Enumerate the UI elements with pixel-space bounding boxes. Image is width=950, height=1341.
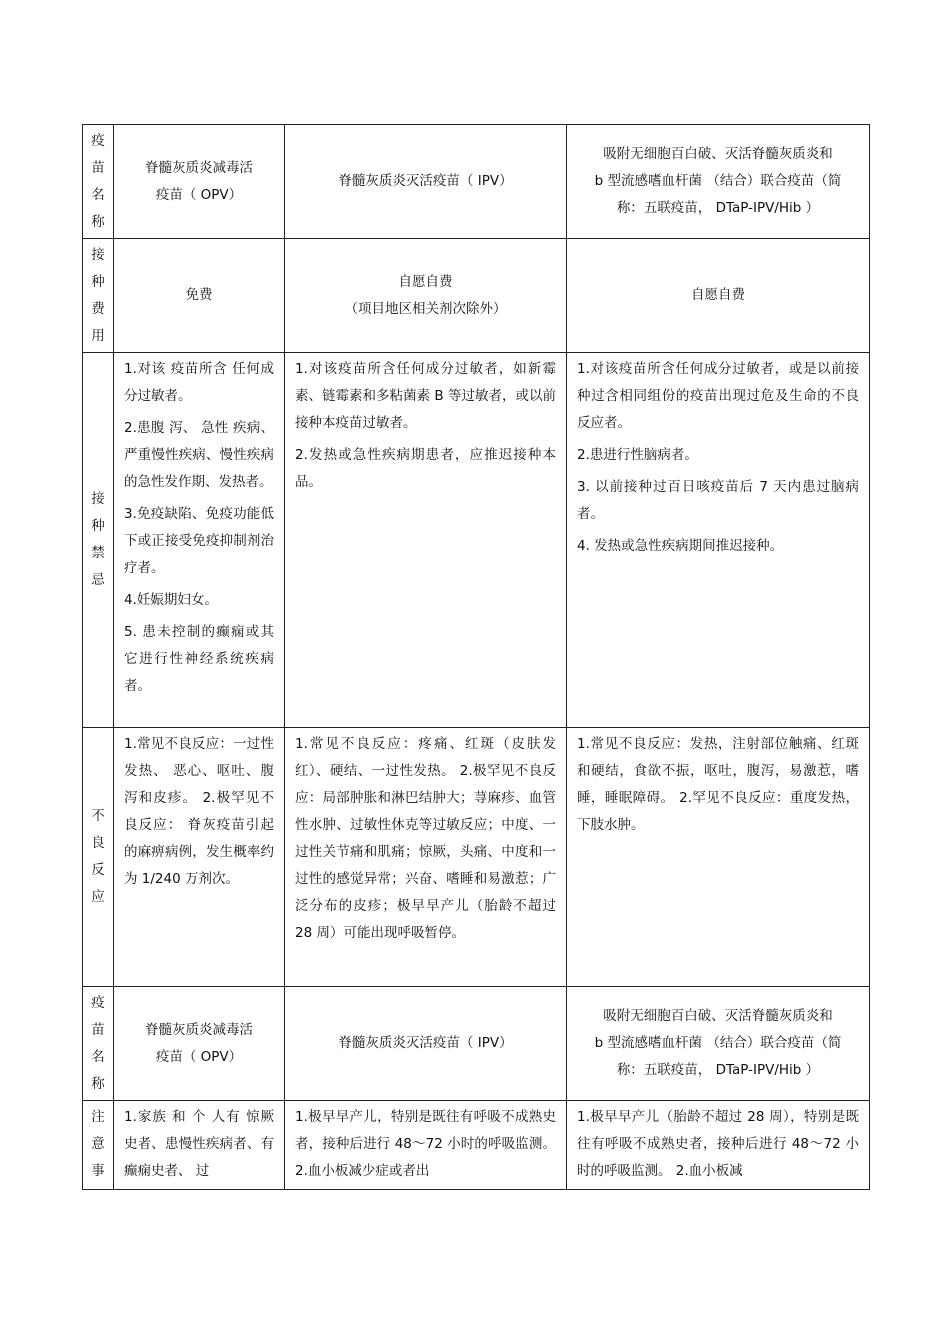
dtap-fee: 自愿自费	[691, 287, 745, 303]
dtap-adverse-text: 1.常见不良反应：发热，注射部位触痛、红斑和硬结，食欲不振，呕吐，腹泻，易激惹，嗜睡，睡眠障碍。 2.罕见不良反应：重度发热，下肢水肿。	[577, 736, 859, 833]
ipv-precautions-text: 1.极早早产儿，特别是既往有呼吸不成熟史者，接种后进行 48～72 小时的呼吸监测。 2.血小板减少症或者出	[295, 1109, 556, 1179]
opv-contra-item: 2.患腹 泻、 急性 疾病、严重慢性疾病、慢性疾病的急性发作期、发热者。	[124, 420, 274, 490]
opv-adverse-cell	[114, 728, 285, 987]
vaccine-comparison-table	[82, 124, 870, 1190]
contraindications-row	[83, 353, 870, 728]
opv-name-line1: 脊髓灰质炎减毒活	[145, 159, 253, 176]
dtap-fee-cell	[567, 239, 870, 353]
opv-adverse-text: 1.常见不良反应：一过性发热、 恶心、呕吐、腹泻和皮疹。 2.极罕见不良反应： 脊灰疫苗引起的麻痹病例，发生概率约为 1/240 万剂次。	[124, 736, 274, 887]
dtap-contra-item: 1.对该疫苗所含任何成分过敏者，或是以前接种过含相同组份的疫苗出现过危及生命的不良反应者。	[577, 361, 859, 431]
opv-name-line1: 脊髓灰质炎减毒活	[145, 1021, 253, 1038]
dtap-name-line1: 吸附无细胞百白破、灭活脊髓灰质炎和	[603, 146, 833, 162]
precautions-row	[83, 1101, 870, 1190]
vaccine-name-row-repeat	[83, 987, 870, 1101]
dtap-contraindications-cell	[567, 353, 870, 728]
dtap-name-line2: b 型流感嗜血杆菌 （结合）联合疫苗（简	[594, 1035, 842, 1051]
dtap-precautions-cell	[567, 1101, 870, 1190]
opv-name-line2: 疫苗（ OPV）	[155, 186, 243, 203]
dtap-name-line2: b 型流感嗜血杆菌 （结合）联合疫苗（简	[594, 173, 842, 189]
opv-fee-cell	[114, 239, 285, 353]
dtap-contra-item: 4. 发热或急性疾病期间推迟接种。	[577, 538, 784, 554]
row-header-vaccine-name-repeat: 疫苗名称	[83, 987, 114, 1101]
opv-fee: 免费	[185, 287, 213, 303]
dtap-contra-item: 3. 以前接种过百日咳疫苗后 7 天内患过脑病者。	[577, 479, 859, 522]
ipv-contra-item: 2.发热或急性疾病期患者，应推迟接种本品。	[295, 447, 556, 490]
ipv-precautions-cell	[285, 1101, 567, 1190]
opv-name-line2: 疫苗（ OPV）	[155, 1048, 243, 1065]
opv-precautions-text: 1.家族 和 个 人有 惊厥史者、患慢性疾病者、有癫痫史者、 过	[124, 1109, 274, 1179]
dtap-name-cell	[567, 125, 870, 239]
row-header-contraindications: 接种禁忌	[83, 353, 114, 728]
ipv-name-cell-repeat	[285, 987, 567, 1101]
opv-contra-item: 4.妊娠期妇女。	[124, 592, 218, 608]
opv-contra-item: 3.免疫缺陷、免疫功能低下或正接受免疫抑制剂治疗者。	[124, 506, 274, 576]
dtap-name-line3: 称：五联疫苗， DTaP-IPV/Hib ）	[616, 1062, 820, 1078]
dtap-adverse-cell	[567, 728, 870, 987]
opv-name-cell-repeat	[114, 987, 285, 1101]
ipv-name: 脊髓灰质炎灭活疫苗（ IPV）	[338, 1035, 513, 1051]
vaccination-fee-row	[83, 239, 870, 353]
opv-contraindications-cell	[114, 353, 285, 728]
row-header-fee: 接种费用	[83, 239, 114, 353]
opv-name-cell	[114, 125, 285, 239]
ipv-name-cell	[285, 125, 567, 239]
dtap-name-line3: 称：五联疫苗， DTaP-IPV/Hib ）	[616, 200, 820, 216]
row-header-precautions: 注意事	[83, 1101, 114, 1190]
ipv-adverse-text: 1.常见不良反应：疼痛、红斑（皮肤发红）、硬结、一过性发热。 2.极罕见不良反应：局部肿胀和淋巴结肿大；荨麻疹、血管性水肿、过敏性休克等过敏反应；中度、一过性关节痛和肌痛；惊厥，头痛、中度和一过性的感觉异常；兴奋、嗜睡和易激惹；广泛分布的皮疹；极早早产儿（胎龄不超过 28 周）可能出现呼吸暂停。	[295, 736, 556, 941]
dtap-name-line1: 吸附无细胞百白破、灭活脊髓灰质炎和	[603, 1008, 833, 1024]
ipv-fee-cell	[285, 239, 567, 353]
row-header-adverse: 不良反应	[83, 728, 114, 987]
ipv-contra-item: 1.对该疫苗所含任何成分过敏者，如新霉素、链霉素和多粘菌素 B 等过敏者，或以前接种本疫苗过敏者。	[295, 361, 556, 431]
dtap-contra-item: 2.患进行性脑病者。	[577, 447, 698, 463]
vaccine-name-row	[83, 125, 870, 239]
ipv-fee-line1: 自愿自费	[398, 273, 453, 290]
ipv-name: 脊髓灰质炎灭活疫苗（ IPV）	[338, 173, 513, 189]
row-header-vaccine-name: 疫苗名称	[83, 125, 114, 239]
ipv-adverse-cell	[285, 728, 567, 987]
opv-precautions-cell	[114, 1101, 285, 1190]
dtap-precautions-text: 1.极早早产儿（胎龄不超过 28 周），特别是既往有呼吸不成熟史者，接种后进行 48～72 小时的呼吸监测。 2.血小板减	[577, 1109, 859, 1179]
ipv-fee-line2: （项目地区相关剂次除外）	[344, 300, 507, 317]
ipv-contraindications-cell	[285, 353, 567, 728]
opv-contra-item: 5. 患未控制的癫痫或其它进行性神经系统疾病者。	[124, 624, 274, 694]
adverse-reactions-row	[83, 728, 870, 987]
opv-contra-item: 1.对该 疫苗所含 任何成分过敏者。	[124, 361, 274, 404]
dtap-name-cell-repeat	[567, 987, 870, 1101]
